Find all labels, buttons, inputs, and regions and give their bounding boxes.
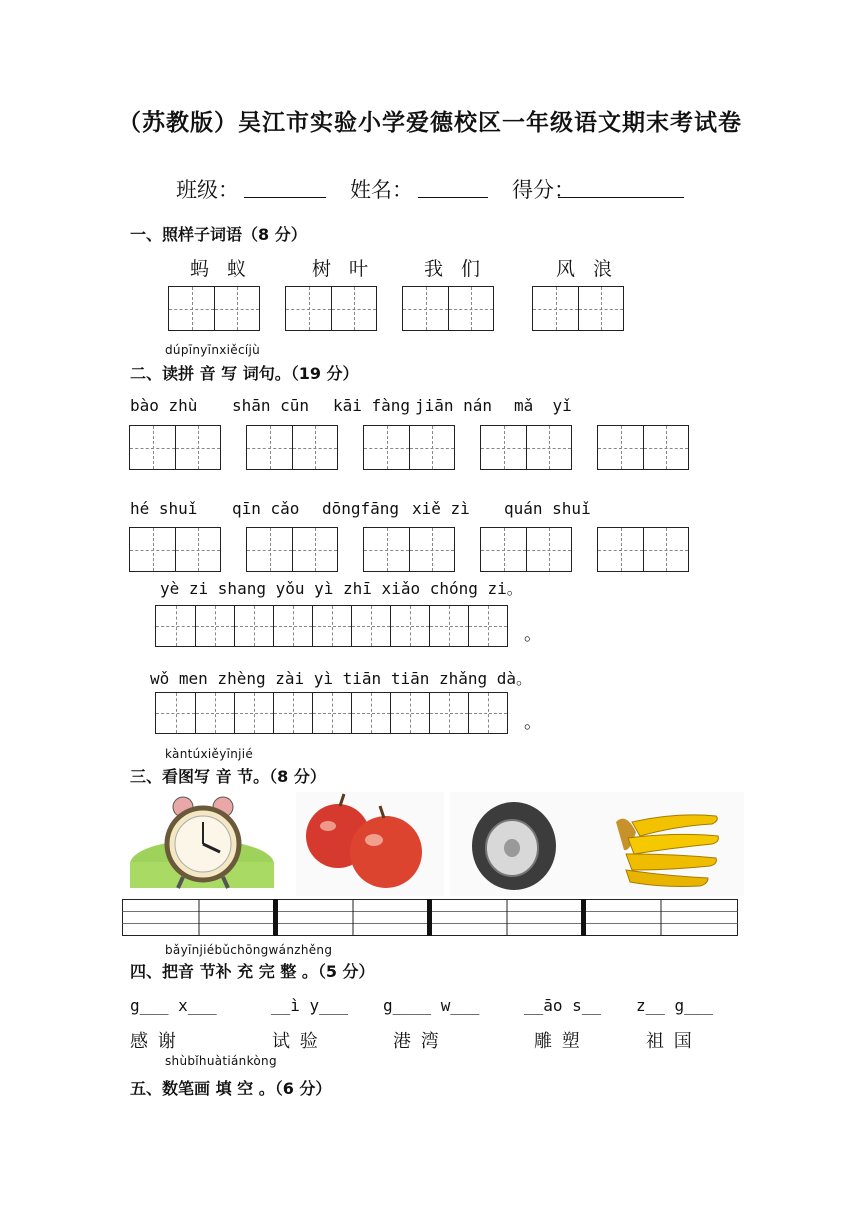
sentence-period: 。 [524,624,542,645]
writing-box[interactable] [129,527,221,572]
section4-heading: 四、把音 节补 充 完 整 。（5 分） [130,962,375,981]
pinyin-word: dōngfāng [322,499,400,518]
writing-box[interactable] [597,425,689,470]
syllable-blank[interactable]: z__ g___ [636,996,714,1015]
syllable-blank[interactable]: g____ w___ [383,996,480,1015]
class-label: 班级： [176,178,239,202]
syllable-blank[interactable]: g___ x___ [130,996,217,1015]
hanzi-word: 感 谢 [130,1031,178,1052]
writing-box[interactable] [597,527,689,572]
hanzi-word: 港 湾 [393,1031,441,1052]
writing-box[interactable] [246,425,338,470]
section2-pinyin: dúpīnyīnxiěcíjù [165,343,261,357]
tire-icon [450,792,598,896]
score-blank[interactable] [558,196,684,198]
pinyin-word: shān cūn [232,396,310,415]
hanzi-word: 试 验 [272,1031,320,1052]
writing-box[interactable] [532,286,624,331]
writing-box[interactable] [246,527,338,572]
bananas-icon [596,792,744,896]
writing-box[interactable] [129,425,221,470]
section3-pinyin: kàntúxiěyīnjié [165,747,254,761]
section1-heading: 一、照样子词语（8 分） [130,225,307,244]
pinyin-word: bào zhù [130,396,198,415]
pinyin-word: kāi fàng [333,396,411,415]
name-label: 姓名： [350,178,413,202]
sentence-grid[interactable] [155,605,508,647]
syllable-blank[interactable]: __ì y___ [271,996,349,1015]
writing-box[interactable] [480,527,572,572]
writing-box[interactable] [480,425,572,470]
apples-icon [296,792,444,896]
score-label: 得分： [512,178,575,202]
example-word-3: 我 们 [424,258,487,280]
example-word-1: 蚂 蚁 [190,258,253,280]
section4-pinyin: bǎyīnjiébǔchōngwánzhěng [165,943,333,957]
pinyin-writing-strip[interactable] [122,899,738,936]
clock-icon [128,792,276,896]
hanzi-word: 祖 国 [646,1031,694,1052]
pinyin-sentence: wǒ men zhèng zài yì tiān tiān zhǎng dà。 [150,669,533,688]
writing-box[interactable] [402,286,494,331]
sentence-period: 。 [524,712,542,733]
sentence-grid[interactable] [155,692,508,734]
pinyin-word: jiān nán [415,396,493,415]
section5-heading: 五、数笔画 填 空 。（6 分） [130,1079,332,1098]
syllable-blank[interactable]: __āo s__ [524,996,602,1015]
writing-box[interactable] [363,425,455,470]
pinyin-word: qīn cǎo [232,499,300,518]
class-blank[interactable] [244,196,326,198]
writing-box[interactable] [363,527,455,572]
page-title: （苏教版）吴江市实验小学爱德校区一年级语文期末考试卷 [118,109,742,136]
example-word-2: 树 叶 [312,258,375,280]
example-word-4: 风 浪 [556,258,619,280]
pinyin-word: hé shuǐ [130,499,198,518]
pinyin-word: xiě zì [412,499,470,518]
pinyin-sentence: yè zi shang yǒu yì zhī xiǎo chóng zi。 [160,579,523,598]
section2-heading: 二、读拼 音 写 词句。（19 分） [130,364,359,383]
name-blank[interactable] [418,196,488,198]
section3-heading: 三、看图写 音 节。（8 分） [130,767,326,786]
section5-pinyin: shùbǐhuàtiánkòng [165,1054,277,1068]
writing-box[interactable] [285,286,377,331]
writing-box[interactable] [168,286,260,331]
pinyin-word: mǎ yǐ [514,396,572,415]
hanzi-word: 雕 塑 [534,1031,582,1052]
pinyin-word: quán shuǐ [504,499,591,518]
